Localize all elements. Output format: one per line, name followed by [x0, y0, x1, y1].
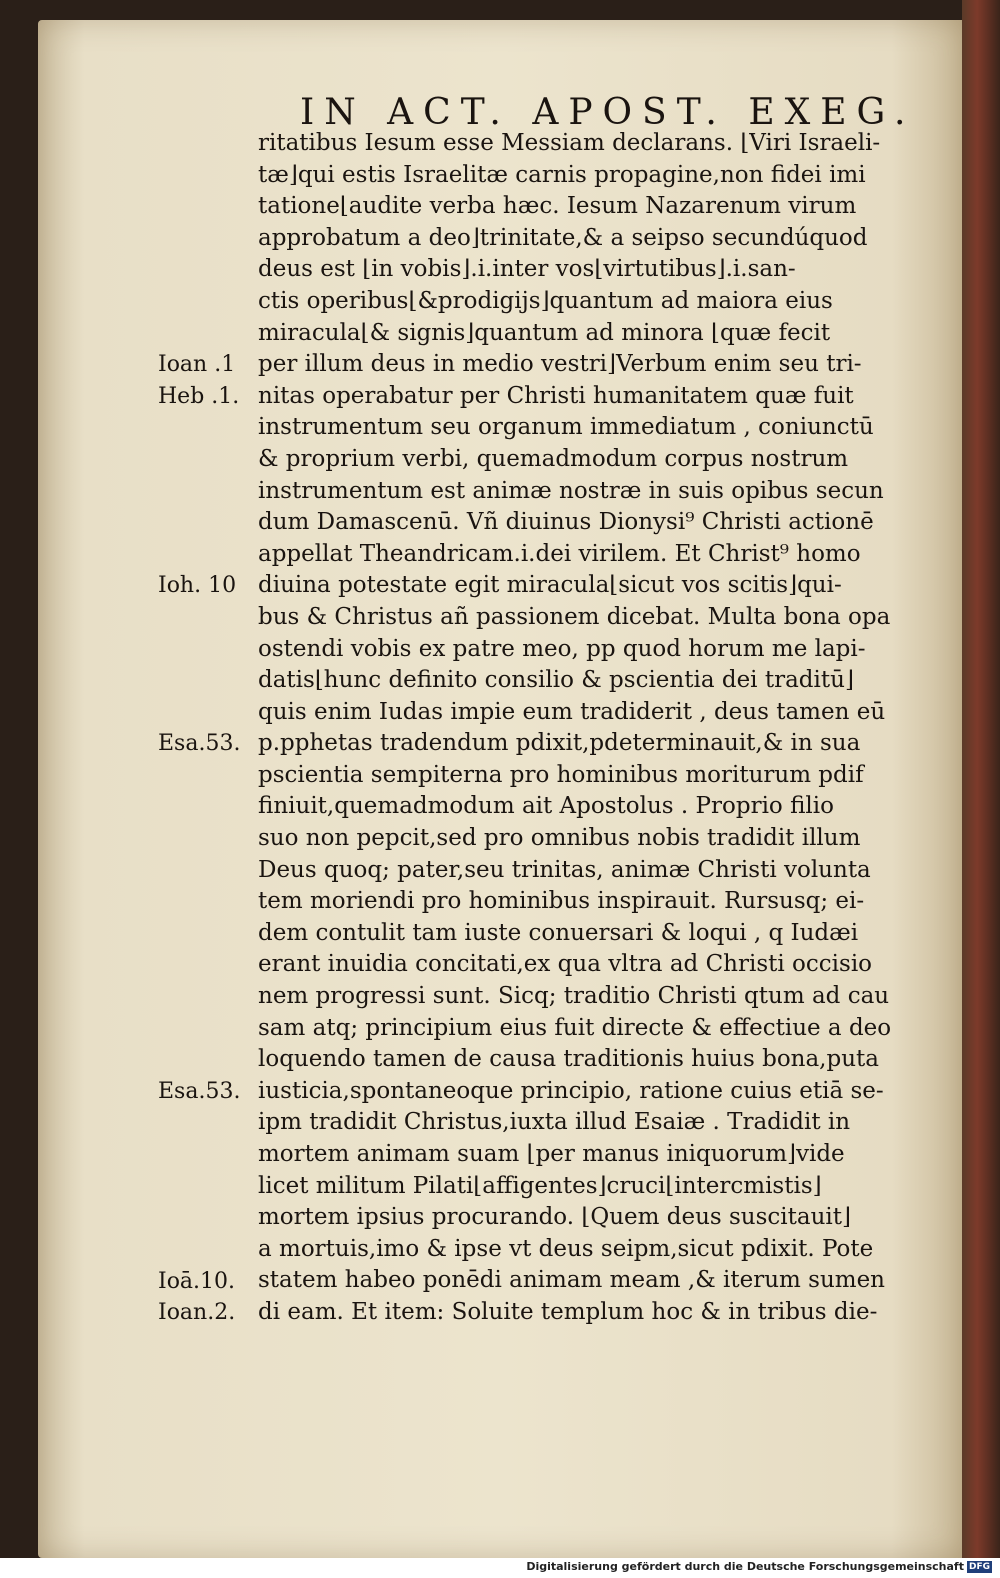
- book-spine-edge: [962, 0, 1000, 1558]
- margin-note: Ioan.2.: [158, 1300, 236, 1326]
- margin-note: Esa.53.: [158, 1079, 241, 1104]
- text-line: nitas operabatur per Christi humanitatem quæ fuit: [258, 382, 854, 409]
- text-line: Deus quoq; pater,seu trinitas, animæ Christi volunta: [258, 856, 871, 883]
- text-line: di eam. Et item: Soluite templum hoc & in tribus die-: [258, 1298, 878, 1325]
- text-line: miracula⌊& signis⌋quantum ad minora ⌊quæ fecit: [258, 319, 831, 346]
- text-line: statem habeo ponēdi animam meam ,& iterum sumen: [258, 1267, 885, 1294]
- text-line: iusticia,spontaneoque principio, ratione cuius etiā se-: [258, 1077, 884, 1104]
- text-line: & proprium verbi, quemadmodum corpus nostrum: [258, 445, 849, 472]
- text-line: sam atq; principium eius fuit directe & effectiue a deo: [258, 1014, 892, 1041]
- footer-credit: [526, 1560, 992, 1573]
- dfg-logo: DFG: [968, 1562, 990, 1572]
- margin-note: Ioan .1: [158, 352, 236, 378]
- text-line: deus est ⌊in vobis⌋.i.inter vos⌊virtutibus⌋.i.san-: [258, 256, 796, 283]
- text-line: dum Damascenū. Vñ diuinus Dionysi⁹ Christi actionē: [258, 509, 874, 536]
- text-line: ipm tradidit Christus,iuxta illud Esaiæ . Tradidit in: [258, 1109, 851, 1136]
- margin-note: Ioh. 10: [158, 573, 237, 599]
- text-line: ritatibus Iesum esse Messiam declarans. ⌊Viri Israeli-: [258, 130, 881, 156]
- text-line: mortem animam suam ⌊per manus iniquorum⌋vide: [258, 1141, 845, 1167]
- text-line: pscientia sempiterna pro hominibus moriturum pdif: [258, 761, 864, 788]
- text-line: finiuit,quemadmodum ait Apostolus . Proprio filio: [258, 793, 834, 820]
- text-line: quis enim Iudas impie eum tradiderit , deus tamen eū: [258, 698, 886, 725]
- footer-bar: [0, 1558, 1000, 1578]
- text-line: erant inuidia concitati,ex qua vltra ad Christi occisio: [258, 951, 873, 978]
- text-line: tem moriendi pro hominibus inspirauit. Rursusq; ei-: [258, 888, 865, 915]
- text-line: dem contulit tam iuste conuersari & loqui , q Iudæi: [258, 919, 859, 946]
- text-line: instrumentum seu organum immediatum , coniunctū: [258, 414, 874, 441]
- text-line: ctis operibus⌊&prodigijs⌋quantum ad maiora eius: [258, 287, 833, 314]
- body-text: [258, 128, 918, 1329]
- margin-note: Ioā.10.: [158, 1268, 236, 1294]
- footer-credit-text: Digitalisierung gefördert durch die Deutsche Forschungsgemeinschaft: [526, 1560, 964, 1573]
- text-line: instrumentum est animæ nostræ in suis opibus secun: [258, 477, 884, 504]
- text-line: licet militum Pilati⌊affigentes⌋cruci⌊intercmistis⌋: [258, 1172, 822, 1199]
- text-line: p.pphetas tradendum pdixit,pdeterminauit,& in sua: [258, 730, 861, 757]
- running-head: IN ACT. APOST. EXEG.: [300, 92, 916, 133]
- text-line: per illum deus in medio vestri⌋Verbum enim seu tri-: [258, 351, 862, 378]
- text-line: appellat Theandricam.i.dei virilem. Et Christ⁹ homo: [258, 540, 861, 567]
- text-line: loquendo tamen de causa traditionis huius bona,puta: [258, 1046, 879, 1073]
- text-line: tatione⌊audite verba hæc. Iesum Nazarenum virum: [258, 193, 857, 220]
- text-line: ostendi vobis ex patre meo, pp quod horum me lapi-: [258, 635, 866, 662]
- text-line: approbatum a deo⌋trinitate,& a seipso secundúquod: [258, 224, 868, 251]
- text-line: suo non pepcit,sed pro omnibus nobis tradidit illum: [258, 825, 861, 852]
- text-line: datis⌊hunc definito consilio & pscientia dei traditū⌋: [258, 667, 854, 694]
- text-line: diuina potestate egit miracula⌊sicut vos scitis⌋qui-: [258, 572, 842, 599]
- text-line: a mortuis,imo & ipse vt deus seipm,sicut pdixit. Pote: [258, 1235, 874, 1262]
- margin-note: Esa.53.: [158, 731, 241, 757]
- text-line: mortem ipsius procurando. ⌊Quem deus suscitauit⌋: [258, 1204, 851, 1231]
- text-line: nem progressi sunt. Sicq; traditio Christi qtum ad cau: [258, 983, 890, 1010]
- text-line: tæ⌋qui estis Israelitæ carnis propagine,non fidei imi: [258, 161, 866, 188]
- margin-note: Heb .1.: [158, 383, 240, 409]
- text-line: bus & Christus añ passionem dicebat. Multa bona opa: [258, 603, 891, 630]
